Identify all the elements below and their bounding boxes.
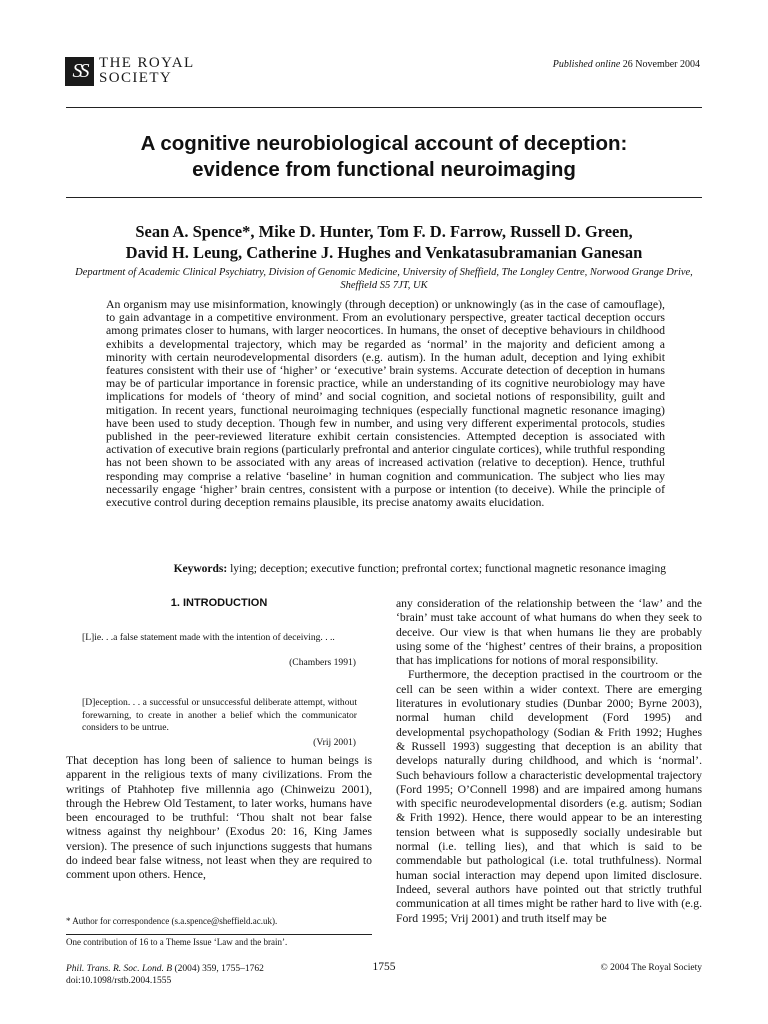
publisher-line2: SOCIETY <box>99 70 173 86</box>
royal-society-logo-icon: SS <box>65 57 94 86</box>
body-paragraph: Furthermore, the deception practised in the courtroom or the cell can be seen within a wider context. There are emerging literatures in evolutionary studies (Dunbar 2000; Byrne 2003), normal human child development (Ford 1995) and developmental psychopathology (Sodian & Frith 1992; Hughes & Russell 1993) suggesting that deception is an ability that develops naturally during childhood, and which is ‘normal’. Such behaviours follow a characteristic developmental trajectory (Ford 1995; O’Connell 1998) and are impaired among humans with specific neurodevelopmental disorders (e.g. autism; Sodian & Frith 1992). Hence, there would appear to be an interesting tension between what is supposedly socially undesirable but normal (i.e. telling lies), and that which is said to be commendable but pathological (i.e. total truthfulness). Normal human social interaction may depend upon limited disclosure. Indeed, several authors have pointed out that strictly truthful communication at all times might be rather hard to live with (e.g. Ford 1995; Vrij 2001) and truth itself may be <box>396 668 702 925</box>
authors-line2: David H. Leung, Catherine J. Hughes and Venkatasubramanian Ganesan <box>125 243 643 262</box>
epigraph-quote-2: [D]eception. . . a successful or unsuccessful deliberate attempt, without forewarning, to create in another a belief which the communicator considers to be untrue. <box>82 697 357 733</box>
paper-title <box>66 131 702 183</box>
copyright: © 2004 The Royal Society <box>600 963 702 973</box>
body-paragraph: any consideration of the relationship between the ‘law’ and the ‘brain’ must take account of what humans do when they seek to deceive. Our view is that when humans lie they are probably using some of the ‘highest’ centres of their brains, a proposition that has implications for notions of moral responsibility. <box>396 597 702 668</box>
journal-citation <box>66 963 326 987</box>
contribution-note: One contribution of 16 to a Theme Issue ‘Law and the brain’. <box>66 937 288 947</box>
journal-name: Phil. Trans. R. Soc. Lond. B <box>66 964 173 974</box>
body-paragraph: That deception has long been of salience to human beings is apparent in the religious texts of many civilizations. From the writings of Ptahhotep five millennia ago (Chinweizu 2001), through the Hebrew Old Testament, to later works, humans have been encouraged to be truthful: ‘Thou shalt not bear false witness against thy neighbour’ (Exodus 20: 16, King James version). The presence of such injunctions suggests that humans do indeed bear false witness, not least when they are required to comment upon others. Hence, <box>66 754 372 882</box>
keywords-list: lying; deception; executive function; prefrontal cortex; functional magnetic resonance imaging <box>230 563 666 575</box>
footnote-rule <box>66 934 372 935</box>
keywords <box>106 562 666 576</box>
affiliation: Department of Academic Clinical Psychiatry, Division of Genomic Medicine, University of Sheffield, The Longley Centre, Norwood Grange Drive, Sheffield S5 7JT, UK <box>75 267 693 291</box>
published-label: Published online <box>552 59 621 70</box>
title-line2: evidence from functional neuroimaging <box>192 158 576 181</box>
journal-ref: (2004) 359, 1755–1762 <box>174 964 264 974</box>
abstract: An organism may use misinformation, knowingly (through deception) or unknowingly (as in the case of camouflage), to gain advantage in a competitive environment. From an evolutionary perspective, greater tactical deception occurs among primates closer to humans, with larger neocortices. In humans, the onset of deceptive behaviours in childhood exhibits a developmental trajectory, which may be regarded as ‘normal’ in the majority and deficient among a minority with certain neurodevelopmental disorders (e.g. autism). In the human adult, deception and lying exhibit features consistent with their use of ‘higher’ or ‘executive’ brain systems. Accurate detection of deception in humans may be of particular importance in forensic practice, while an understanding of its cognitive neurobiology may have implications for models of ‘theory of mind’ and social cognition, and societal notions of responsibility, guilt and mitigation. In recent years, functional neuroimaging techniques (especially functional magnetic resonance imaging) have been used to study deception. Though few in number, and using very different experimental protocols, studies published in the peer-reviewed literature exhibit certain consistencies. Attempted deception is associated with activation of executive brain regions (particularly prefrontal and anterior cingulate cortices), while truthful responding has not been shown to be associated with any areas of increased activation (relative to deception). Hence, truthful responding may comprise a relative ‘baseline’ in human cognition and communication. The subject who lies may necessarily engage ‘higher’ brain centres, consistent with a purpose or intention (to deceive). While the principle of executive control during deception remains plausible, its precise anatomy awaits elucidation. <box>106 297 665 510</box>
title-rule <box>66 197 702 198</box>
publisher-line1: THE ROYAL <box>99 55 195 71</box>
published-online <box>553 59 700 70</box>
correspondence-footnote: * Author for correspondence (s.a.spence@sheffield.ac.uk). <box>66 916 278 926</box>
keywords-label: Keywords: <box>173 563 228 575</box>
epigraph-quote-1: [L]ie. . .a false statement made with the intention of deceiving. . .. <box>82 632 335 643</box>
header-rule <box>66 107 702 108</box>
doi: doi:10.1098/rstb.2004.1555 <box>66 976 172 986</box>
page-number: 1755 <box>372 961 396 973</box>
epigraph-source-2: (Vrij 2001) <box>313 737 356 748</box>
authors-line1: Sean A. Spence*, Mike D. Hunter, Tom F. D. Farrow, Russell D. Green, <box>135 222 633 241</box>
publisher-name <box>99 56 195 86</box>
body-right-column <box>396 597 702 926</box>
authors <box>66 221 702 263</box>
section-heading-introduction: 1. INTRODUCTION <box>170 597 268 609</box>
title-line1: A cognitive neurobiological account of deception: <box>140 132 628 155</box>
published-date: 26 November 2004 <box>622 59 700 70</box>
epigraph-source-1: (Chambers 1991) <box>289 657 356 668</box>
body-left-column <box>66 754 372 883</box>
